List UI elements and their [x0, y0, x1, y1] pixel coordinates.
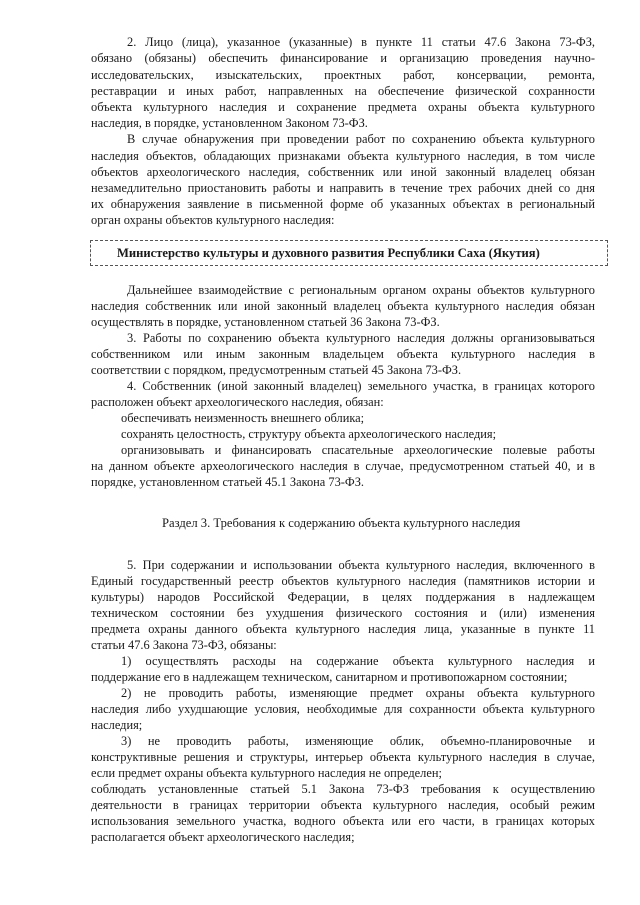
text-line: наследия объектов, обладающих признаками объекта культурного наследия, в том числе — [91, 149, 595, 163]
text-line: объекта культурного наследия и сохранение предмета охраны объекта культурного — [91, 100, 595, 114]
text-line: наследия, в порядке, установленном Законом 73-ФЗ. — [91, 116, 368, 130]
text-line: Дальнейшее взаимодействие с региональным органом охраны объектов культурного — [127, 283, 595, 297]
text-line: деятельности в границах территории объекта культурного наследия, особый режим — [91, 798, 595, 812]
text-line: предмета охраны данного объекта культурного наследия лица, указанные в пункте 11 — [91, 622, 595, 636]
text-line: культуры) народов Российской Федерации, в целях поддержания в надлежащем — [91, 590, 595, 604]
text-line: 5. При содержании и использовании объекта культурного наследия, включенного в — [127, 558, 595, 572]
text-line: использования земельного участка, водного объекта или его части, в границах которых — [91, 814, 595, 828]
ministry-name: Министерство культуры и духовного развития Республики Саха (Якутия) — [117, 246, 540, 260]
text-line: техническом состоянии без ухудшения физического состояния и (или) изменения — [91, 606, 595, 620]
text-line: конструктивные решения и структуры, интерьер объекта культурного наследия в случае, — [91, 750, 595, 764]
text-line: наследия; — [91, 718, 143, 732]
text-line: на данном объекте археологического наследия в случае, предусмотренном статьей 40, и в — [91, 459, 595, 473]
text-line: порядке, установленном статьей 45.1 Закона 73-ФЗ. — [91, 475, 364, 489]
text-line: обязано (обязаны) обеспечить финансирование и организацию проведения научно- — [91, 51, 595, 65]
list-item: обеспечивать неизменность внешнего облика; — [121, 411, 365, 425]
text-line: их обнаружения заявление в письменной форме об указанных объектах в региональный — [91, 197, 595, 211]
text-line: незамедлительно приостановить работы и направить в течение трех рабочих дней со дня — [91, 181, 595, 195]
list-item: сохранять целостность, структуру объекта археологического наследия; — [121, 427, 497, 441]
text-line: поддержание его в надлежащем техническом, санитарном и противопожарном состоянии; — [91, 670, 568, 684]
text-line: объектов археологического наследия, собственник или иной законный владелец обязан — [91, 165, 595, 179]
text-line: расположен объект археологического наследия, обязан: — [91, 395, 384, 409]
section-title: Раздел 3. Требования к содержанию объекта культурного наследия — [162, 516, 521, 530]
text-line: осуществлять в порядке, установленном статьей 36 Закона 73-ФЗ. — [91, 315, 440, 329]
text-line: наследия либо ухудшающие условия, необходимые для сохранности объекта культурного — [91, 702, 595, 716]
text-line: исследовательских, изыскательских, проектных работ, консервации, ремонта, — [91, 68, 595, 82]
text-line: наследия собственник или иной законный владелец объекта культурного наследия обязан — [91, 299, 595, 313]
text-line: 2. Лицо (лица), указанное (указанные) в пункте 11 статьи 47.6 Закона 73-ФЗ, — [127, 35, 595, 49]
text-line: 1) осуществлять расходы на содержание объекта культурного наследия и — [121, 654, 595, 668]
text-line: орган охраны объектов культурного наследия: — [91, 213, 335, 227]
text-line: Единый государственный реестр объектов культурного наследия (памятников истории и — [91, 574, 595, 588]
text-line: 3) не проводить работы, изменяющие облик, объемно-планировочные и — [121, 734, 595, 748]
text-line: соблюдать установленные статьей 5.1 Закона 73-ФЗ требования к осуществлению — [91, 782, 595, 796]
text-line: соответствии с порядком, предусмотренным статьей 45 Закона 73-ФЗ. — [91, 363, 462, 377]
text-line: статьи 47.6 Закона 73-ФЗ, обязаны: — [91, 638, 277, 652]
text-line: собственником или иным законным владельцем объекта культурного наследия в — [91, 347, 595, 361]
text-line: 2) не проводить работы, изменяющие предмет охраны объекта культурного — [121, 686, 595, 700]
text-line: В случае обнаружения при проведении работ по сохранению объекта культурного — [127, 132, 595, 146]
text-line: 4. Собственник (иной законный владелец) земельного участка, в границах которого — [127, 379, 595, 393]
text-line: располагается объект археологического наследия; — [91, 830, 355, 844]
text-line: 3. Работы по сохранению объекта культурного наследия должны организовываться — [127, 331, 595, 345]
text-line: организовывать и финансировать спасательные археологические полевые работы — [121, 443, 595, 457]
text-line: реставрации и иных работ, направленных на обеспечение физической сохранности — [91, 84, 595, 98]
ministry-box — [90, 240, 608, 266]
text-line: если предмет охраны объекта культурного наследия не определен; — [91, 766, 442, 780]
